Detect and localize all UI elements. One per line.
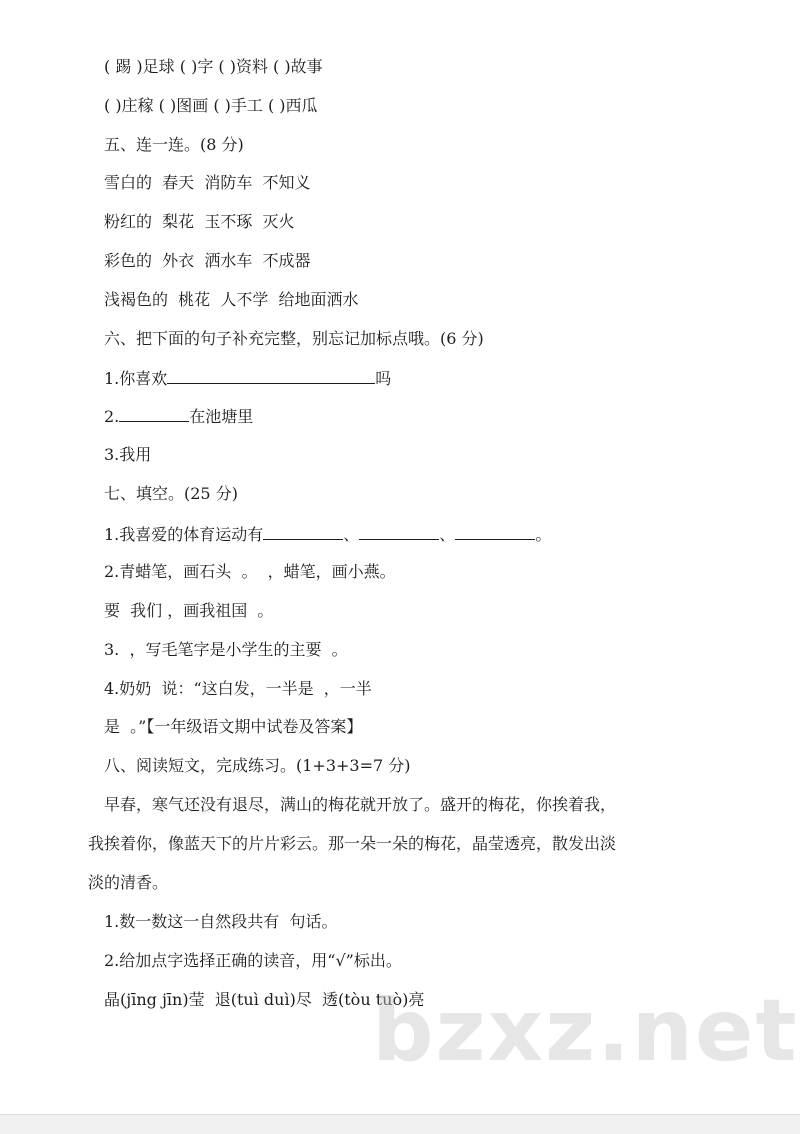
fill-q1-end: 。 <box>535 525 552 544</box>
fill-q2-line-1: 2.青蜡笔，画石头 。 ，蜡笔，画小燕。 <box>104 562 396 581</box>
fill-q4-line-2: 是 。”【一年级语文期中试卷及答案】 <box>104 717 363 736</box>
reading-paragraph-line-1: 早春，寒气还没有退尽，满山的梅花就开放了。盛开的梅花，你挨着我， <box>104 795 617 814</box>
matching-row-4: 浅褐色的 桃花 人不学 给地面洒水 <box>104 290 359 309</box>
sentence-q1 <box>104 367 391 389</box>
section-5-heading: 五、连一连。(8 分) <box>104 135 244 154</box>
reading-q2: 2.给加点字选择正确的读音，用“√”标出。 <box>104 951 402 970</box>
answer-blank[interactable] <box>119 405 189 422</box>
reading-paragraph-line-3: 淡的清香。 <box>88 873 169 892</box>
section-6-heading: 六、把下面的句子补充完整，别忘记加标点哦。(6 分) <box>104 329 484 348</box>
section-8-heading: 八、阅读短文，完成练习。(1+3+3=7 分) <box>104 756 411 775</box>
fill-q3: 3. ，写毛笔字是小学生的主要 。 <box>104 640 348 659</box>
fill-q1 <box>104 523 551 545</box>
fill-q1-prefix: 1.我喜爱的体育运动有 <box>104 525 264 544</box>
matching-row-1: 雪白的 春天 消防车 不知义 <box>104 173 311 192</box>
section-7-heading: 七、填空。(25 分) <box>104 484 238 503</box>
answer-blank[interactable] <box>359 523 439 540</box>
fill-words-row-1: ( 踢 )足球 ( )字 ( )资料 ( )故事 <box>104 57 323 76</box>
answer-blank[interactable] <box>455 523 535 540</box>
reading-paragraph-line-2: 我挨着你，像蓝天下的片片彩云。那一朵一朵的梅花，晶莹透亮，散发出淡 <box>88 834 617 853</box>
pronunciation-options: 晶(jīng jīn)莹 退(tuì duì)尽 透(tòu tuò)亮 <box>104 990 425 1009</box>
sentence-q1-suffix: 吗 <box>375 369 392 388</box>
matching-row-2: 粉红的 梨花 玉不琢 灭火 <box>104 212 295 231</box>
fill-q2-line-2: 要 我们 ，画我祖国 。 <box>104 601 274 620</box>
fill-words-row-2: ( )庄稼 ( )图画 ( )手工 ( )西瓜 <box>104 96 318 115</box>
sentence-q2-prefix: 2. <box>104 407 120 426</box>
sentence-q2-suffix: 在池塘里 <box>189 407 254 426</box>
answer-blank[interactable] <box>263 523 343 540</box>
viewer-bottom-bar <box>0 1114 800 1134</box>
sentence-q3: 3.我用 <box>104 445 152 464</box>
sentence-q1-prefix: 1.你喜欢 <box>104 369 168 388</box>
matching-row-3: 彩色的 外衣 洒水车 不成器 <box>104 251 311 270</box>
separator: 、 <box>439 525 456 544</box>
separator: 、 <box>343 525 360 544</box>
reading-q1: 1.数一数这一自然段共有 句话。 <box>104 912 338 931</box>
site-watermark: bzxz.net <box>372 981 799 1081</box>
answer-blank[interactable] <box>167 367 375 384</box>
sentence-q2 <box>104 405 253 427</box>
fill-q4-line-1: 4.奶奶 说：“这白发，一半是 ，一半 <box>104 679 372 698</box>
